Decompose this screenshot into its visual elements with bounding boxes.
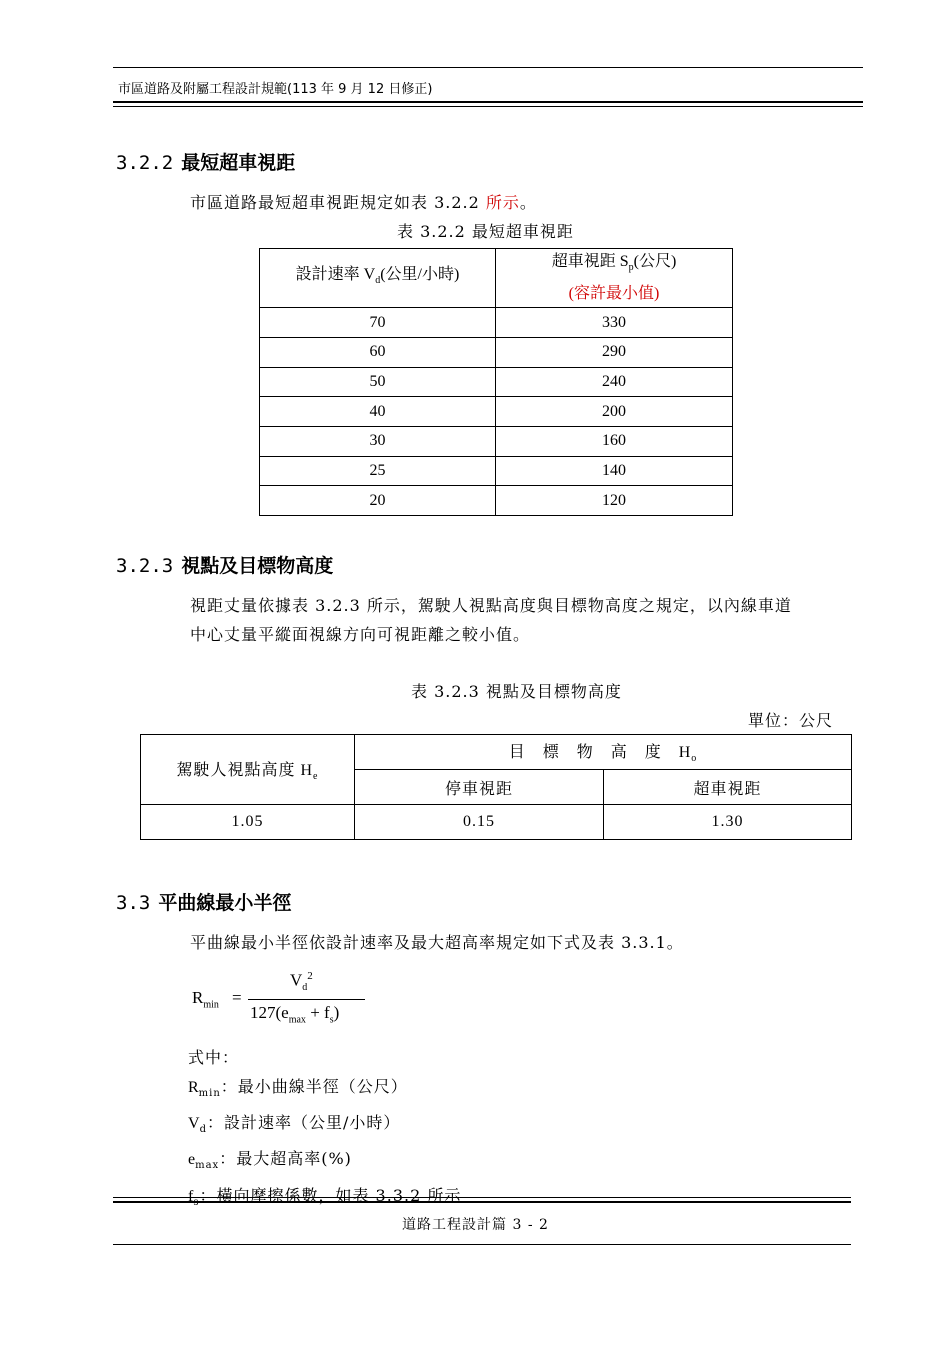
table-caption-3-2-2: 表 3.2.2 最短超車視距	[397, 222, 574, 241]
page-header-title: 市區道路及附屬工程設計規範(113 年 9 月 12 日修正)	[118, 82, 433, 97]
table-row	[141, 805, 852, 840]
table-row	[260, 308, 733, 338]
subscript: max	[195, 1160, 220, 1172]
section-number: 3.2.2	[116, 152, 174, 174]
table-row	[260, 486, 733, 516]
cell-distance: 240	[496, 367, 733, 397]
cell-distance: 160	[496, 426, 733, 456]
formula-lhs	[192, 988, 219, 1010]
table-passing-sight-distance	[259, 248, 733, 516]
text: (公尺)	[633, 253, 677, 270]
page-footer: 道路工程設計篇 3 - 2	[402, 1217, 549, 1233]
text: 市區道路最短超車視距規定如表 3.2.2	[190, 193, 486, 212]
section-heading-3-3	[116, 888, 291, 915]
text: ：設計速率（公里/小時）	[206, 1113, 401, 1133]
subscript: s	[193, 1196, 200, 1208]
table-caption-3-2-3: 表 3.2.3 視點及目標物高度	[411, 682, 622, 701]
cell-speed: 30	[260, 426, 496, 456]
paragraph-line: 中心丈量平縱面視線方向可視距離之較小值。	[190, 625, 531, 644]
unit-label: 單位：公尺	[747, 711, 833, 730]
subscript: s	[329, 1014, 334, 1026]
header-rule	[113, 67, 863, 68]
definition-item	[188, 1072, 461, 1108]
col-header-object-height	[355, 735, 852, 770]
superscript: 2	[307, 970, 313, 982]
section-title: 視點及目標物高度	[181, 555, 334, 577]
subscript: d	[199, 1124, 207, 1136]
section-title: 最短超車視距	[181, 152, 296, 174]
subscript: e	[313, 771, 319, 783]
formula-numerator	[290, 970, 313, 993]
paragraph-3-2-3	[190, 591, 792, 649]
section-heading-3-2-3	[116, 551, 333, 578]
text: ：最小曲線半徑（公尺）	[220, 1077, 408, 1096]
cell-stopping: 0.15	[355, 805, 604, 840]
cell-speed: 25	[260, 456, 496, 486]
footer-rule	[113, 1197, 851, 1198]
text: (公里/小時)	[380, 266, 460, 283]
cell-distance: 200	[496, 397, 733, 427]
table-eye-object-height	[140, 734, 852, 840]
text: V	[290, 970, 303, 990]
cell-distance: 140	[496, 456, 733, 486]
paragraph-3-3: 平曲線最小半徑依設計速率及最大超高率規定如下式及表 3.3.1。	[190, 933, 684, 952]
table-row	[260, 367, 733, 397]
col-header-speed	[260, 249, 496, 308]
section-number: 3.3	[116, 892, 151, 914]
header-note: (容許最小值)	[568, 285, 660, 303]
section-number: 3.2.3	[116, 555, 174, 577]
var: V	[188, 1115, 200, 1133]
var: f	[188, 1187, 194, 1205]
footer-rule	[113, 1244, 851, 1245]
col-header-passing: 超車視距	[604, 770, 852, 805]
footer-rule	[113, 1201, 851, 1203]
text: ：最大超高率(%)	[219, 1149, 352, 1169]
text: 超車視距 S	[551, 253, 629, 270]
where-label: 式中：	[188, 1048, 240, 1067]
text: 。	[519, 193, 537, 212]
text: )	[333, 1003, 340, 1022]
text: 設計速率 V	[295, 266, 376, 283]
text: + f	[305, 1003, 330, 1022]
header-rule	[113, 106, 863, 107]
cell-speed: 70	[260, 308, 496, 338]
subscript: d	[302, 982, 308, 994]
subscript: min	[203, 999, 219, 1011]
text: ：橫向摩擦係數，如表 3.3.2 所示	[199, 1185, 462, 1205]
text: H	[678, 744, 692, 762]
subscript: o	[691, 753, 698, 765]
definition-item	[188, 1108, 461, 1144]
col-header-distance	[496, 249, 733, 308]
text: 127(e	[250, 1003, 289, 1022]
variable-definitions	[188, 1043, 461, 1217]
section-title: 平曲線最小半徑	[158, 892, 292, 914]
table-row	[260, 397, 733, 427]
cell-speed: 60	[260, 337, 496, 367]
paragraph-line: 視距丈量依據表 3.2.3 所示，駕駛人視點高度與目標物高度之規定，以內線車道	[190, 596, 792, 615]
cell-speed: 50	[260, 367, 496, 397]
highlight-text: 所示	[485, 193, 520, 212]
definition-item	[188, 1144, 461, 1180]
fraction-bar	[248, 999, 365, 1000]
col-header-driver-eye	[141, 735, 355, 805]
cell-passing: 1.30	[604, 805, 852, 840]
col-header-stopping: 停車視距	[355, 770, 604, 805]
cell-distance: 290	[496, 337, 733, 367]
cell-speed: 40	[260, 397, 496, 427]
table-row	[260, 426, 733, 456]
paragraph-3-2-2	[190, 188, 537, 217]
text: 目標物高度	[508, 744, 679, 762]
var: e	[188, 1151, 196, 1169]
header-rule	[113, 101, 863, 103]
subscript: max	[288, 1014, 306, 1026]
formula-min-radius	[192, 970, 392, 1030]
formula-equals: =	[232, 988, 242, 1007]
cell-distance: 330	[496, 308, 733, 338]
text: R	[192, 988, 204, 1007]
subscript: d	[375, 275, 381, 287]
section-heading-3-2-2	[116, 148, 295, 175]
var: R	[188, 1079, 199, 1096]
table-row	[260, 456, 733, 486]
table-row	[260, 337, 733, 367]
formula-denominator	[250, 1003, 339, 1025]
text: 駕駛人視點高度 H	[176, 761, 314, 779]
subscript: min	[198, 1088, 221, 1100]
cell-driver-eye: 1.05	[141, 805, 355, 840]
definition-item	[188, 1181, 461, 1217]
cell-distance: 120	[496, 486, 733, 516]
subscript: p	[628, 262, 634, 274]
cell-speed: 20	[260, 486, 496, 516]
